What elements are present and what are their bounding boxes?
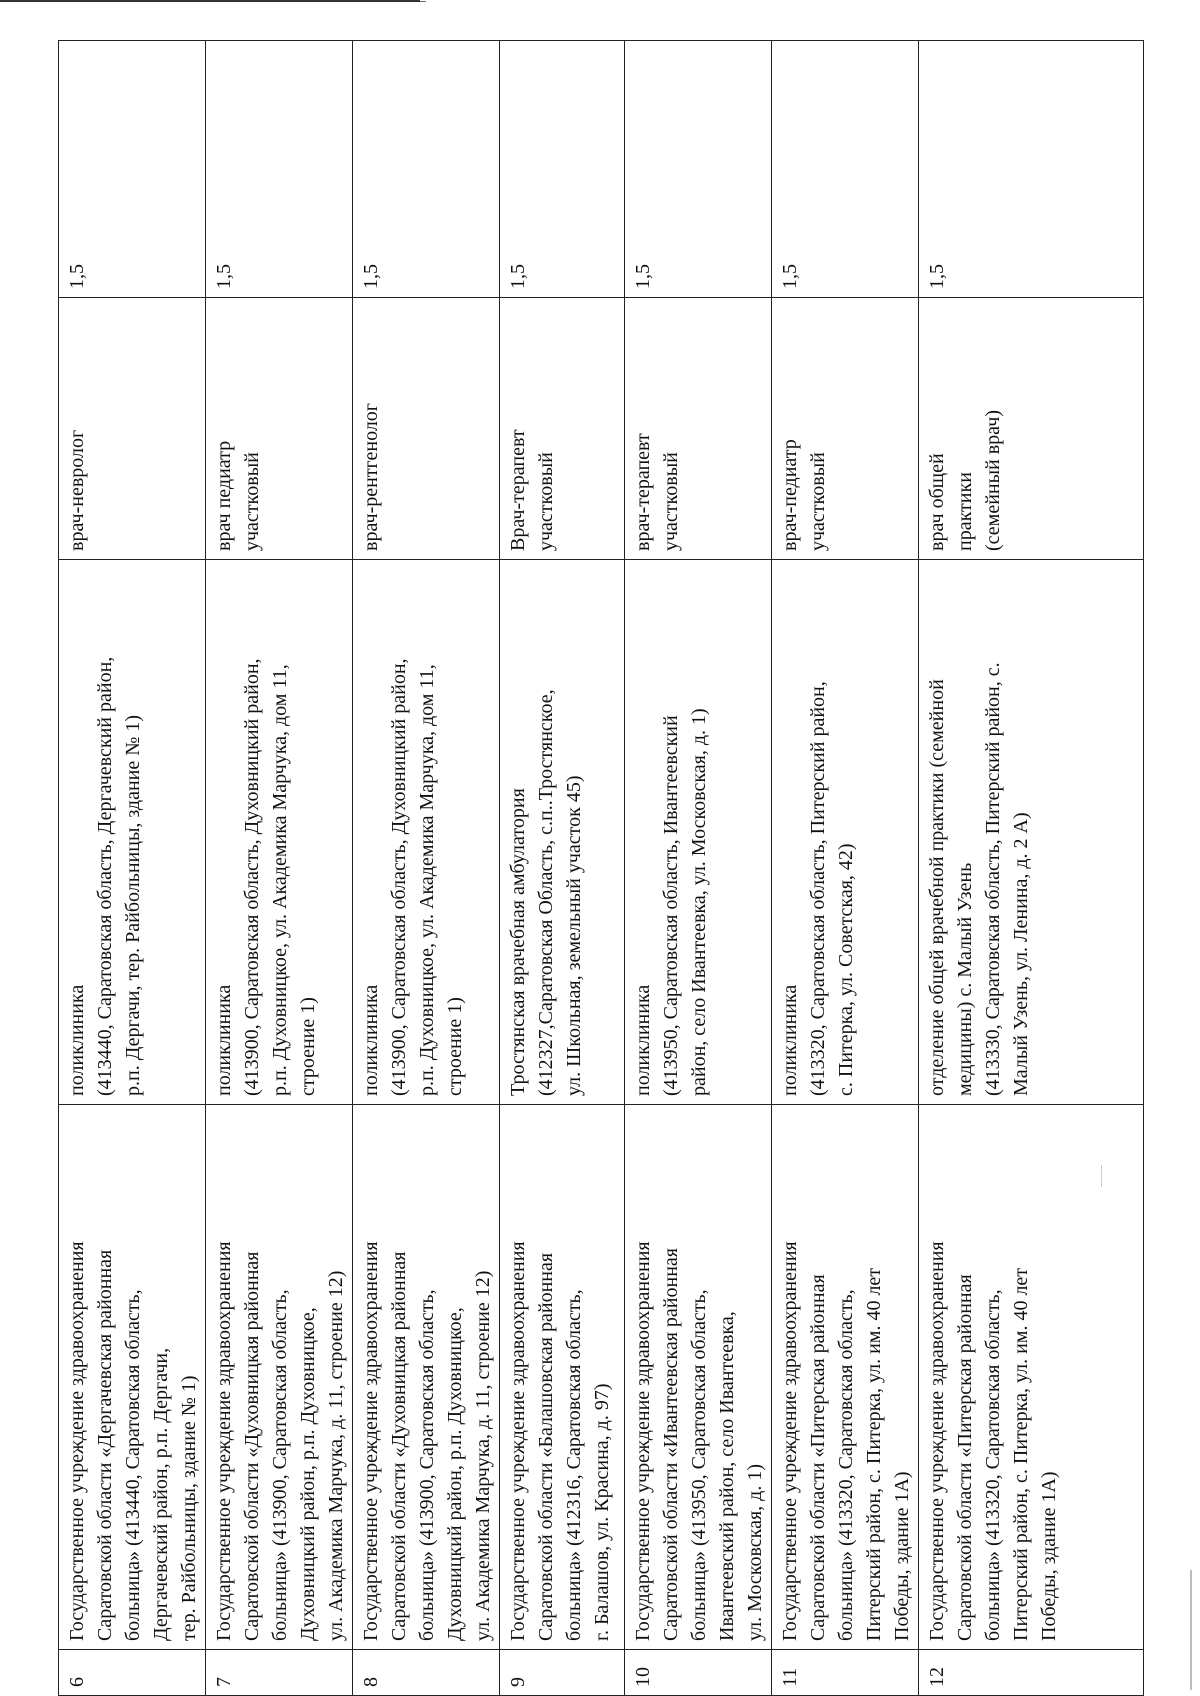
vacancy-table xyxy=(58,40,1144,1696)
position-cell: врач-рентгенолог xyxy=(353,298,500,560)
department-cell: поликлиника (413900, Саратовская область, Духовницкий район, р.п. Духовницкое, ул. Академика Марчука, дом 11, строение 1) xyxy=(206,560,353,1105)
institution-cell: Государственное учреждение здравоохранения Саратовской области «Питерская районная больница» (413320, Саратовская область, Питерский район, с. Питерка, ул. им. 40 лет Победы, здание 1А) xyxy=(919,1105,1144,1650)
table-row xyxy=(206,41,353,1696)
department-cell: поликлиника (413440, Саратовская область, Дергачевский район, р.п. Дергачи, тер. Райбольницы, здание № 1) xyxy=(59,560,206,1105)
department-cell: Тростянская врачебная амбулатория (412327,Саратовская Область, с.п..Тростянское, ул. Школьная, земельный участок 45) xyxy=(500,560,625,1105)
rate-cell: 1,5 xyxy=(625,41,772,298)
row-number: 7 xyxy=(206,1650,353,1696)
table-row xyxy=(500,41,625,1696)
position-cell: врач-невролог xyxy=(59,298,206,560)
department-cell: поликлиника (413900, Саратовская область, Духовницкий район, р.п. Духовницкое, ул. Академика Марчука, дом 11, строение 1) xyxy=(353,560,500,1105)
institution-cell: Государственное учреждение здравоохранения Саратовской области «Балашовская районная больница» (412316, Саратовская область, г. Балашов, ул. Красина, д. 97) xyxy=(500,1105,625,1650)
scan-edge-mark xyxy=(1190,1570,1192,1690)
table-row xyxy=(353,41,500,1696)
institution-cell: Государственное учреждение здравоохранения Саратовской области «Питерская районная больница» (413320, Саратовская область, Питерский район, с. Питерка, ул. им. 40 лет Победы, здание 1А) xyxy=(772,1105,919,1650)
position-cell: врач общей практики (семейный врач) xyxy=(919,298,1144,560)
top-rule-line xyxy=(0,0,420,2)
institution-cell: Государственное учреждение здравоохранения Саратовской области «Духовницкая районная больница» (413900, Саратовская область, Духовницкий район, р.п. Духовницкое, ул. Академика Марчука, д. 11, строение 12) xyxy=(206,1105,353,1650)
row-number: 6 xyxy=(59,1650,206,1696)
table-row xyxy=(772,41,919,1696)
row-number: 11 xyxy=(772,1650,919,1696)
row-number: 12 xyxy=(919,1650,1144,1696)
position-cell: врач-терапевт участковый xyxy=(625,298,772,560)
position-cell: врач-педиатр участковый xyxy=(772,298,919,560)
rate-cell: 1,5 xyxy=(772,41,919,298)
position-cell: Врач-терапевт участковый xyxy=(500,298,625,560)
rotated-document-sheet xyxy=(58,41,1058,1696)
table-row xyxy=(919,41,1144,1696)
department-cell: отделение общей врачебной практики (семейной медицины) с. Малый Узень (413330, Саратовская область, Питерский район, с. Малый Узень, ул. Ленина, д. 2 А) xyxy=(919,560,1144,1105)
rate-cell: 1,5 xyxy=(500,41,625,298)
department-cell: поликлиника (413320, Саратовская область, Питерский район, с. Питерка, ул. Советская, 42) xyxy=(772,560,919,1105)
position-cell: врач педиатр участковый xyxy=(206,298,353,560)
table-row xyxy=(59,41,206,1696)
institution-cell: Государственное учреждение здравоохранения Саратовской области «Духовницкая районная больница» (413900, Саратовская область, Духовницкий район, р.п. Духовницкое, ул. Академика Марчука, д. 11, строение 12) xyxy=(353,1105,500,1650)
row-number: 9 xyxy=(500,1650,625,1696)
table-row xyxy=(625,41,772,1696)
rate-cell: 1,5 xyxy=(353,41,500,298)
rate-cell: 1,5 xyxy=(59,41,206,298)
rate-cell: 1,5 xyxy=(919,41,1144,298)
row-number: 8 xyxy=(353,1650,500,1696)
rate-cell: 1,5 xyxy=(206,41,353,298)
department-cell: поликлиника (413950, Саратовская область, Ивантеевский район, село Ивантеевка, ул. Московская, д. 1) xyxy=(625,560,772,1105)
institution-cell: Государственное учреждение здравоохранения Саратовской области «Дергачевская районная больница» (413440, Саратовская область, Дергачевский район, р.п. Дергачи, тер. Райбольницы, здание № 1) xyxy=(59,1105,206,1650)
top-rule-tail xyxy=(420,1,426,2)
row-number: 10 xyxy=(625,1650,772,1696)
institution-cell: Государственное учреждение здравоохранения Саратовской области «Ивантеевская районная больница» (413950, Саратовская область, Ивантеевский район, село Ивантеевка, ул. Московская, д. 1) xyxy=(625,1105,772,1650)
